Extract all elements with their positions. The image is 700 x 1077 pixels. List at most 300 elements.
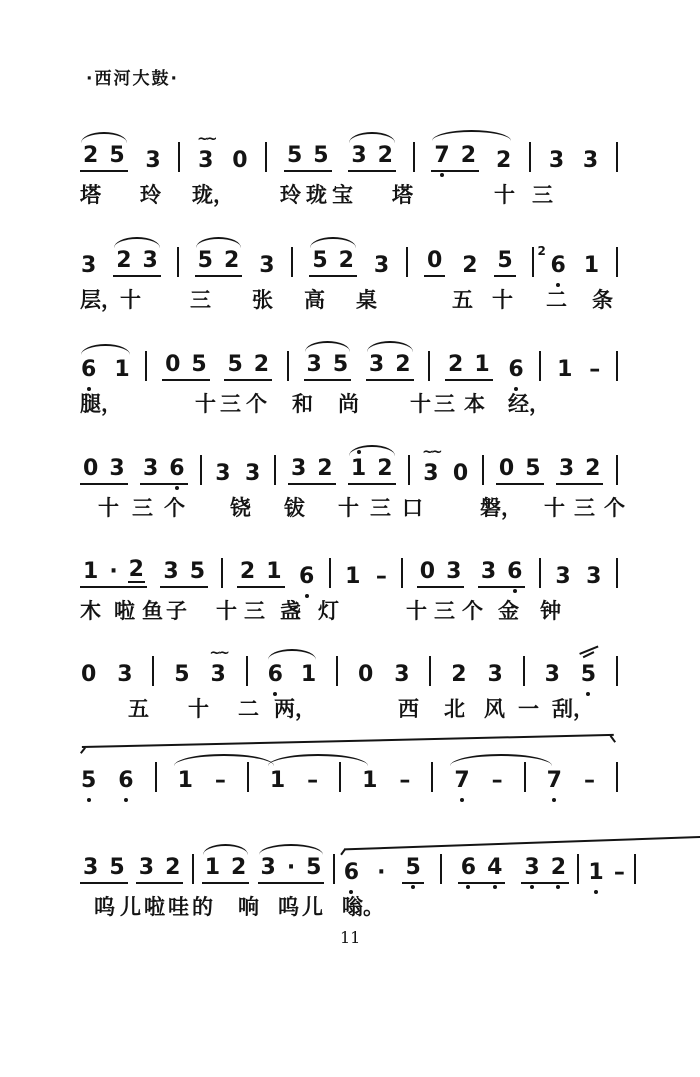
lyric-syllable: 哇 [168, 895, 189, 919]
octave-dot-below-icon [493, 885, 497, 889]
note-digit: 5 [405, 855, 421, 880]
note [506, 561, 523, 583]
lyric-syllable: 一 [518, 697, 539, 721]
beamed-note-group [521, 857, 569, 884]
music-line [80, 437, 625, 528]
note [162, 561, 179, 583]
lyrics-row [80, 179, 618, 215]
note [496, 250, 513, 272]
note [377, 145, 394, 167]
lyric-syllable: 尚 [338, 392, 359, 416]
note-digit: 2 [448, 352, 464, 377]
slur-span-group [343, 854, 569, 884]
notes-row [80, 744, 618, 792]
note-digit: 0 [419, 559, 436, 584]
note-digit: 2 [585, 456, 601, 481]
note [253, 354, 270, 376]
note-digit: 2 [377, 143, 393, 168]
note-digit: 7 [434, 143, 450, 168]
lyric-syllable: 张 [252, 288, 273, 312]
lyric-syllable: 呜 [94, 895, 115, 919]
note-digit: 3 [215, 461, 231, 486]
note [189, 561, 206, 583]
note [230, 857, 247, 879]
note [546, 770, 563, 792]
octave-dot-below-icon [466, 885, 470, 889]
lyric-syllable: 塔 [80, 183, 101, 207]
note [113, 359, 130, 381]
lyric-syllable: 十 [410, 392, 431, 416]
note-digit: 1 [266, 559, 282, 584]
lyric-syllable: 鱼 [142, 599, 163, 623]
rest-note [164, 354, 181, 376]
note [445, 561, 462, 583]
note [80, 770, 97, 792]
note [537, 244, 567, 278]
barline [408, 455, 410, 485]
page-number: 11 [340, 928, 361, 947]
note [239, 561, 256, 583]
lyric-syllable: 三 [532, 183, 553, 207]
barline [616, 247, 618, 277]
rest-note [82, 458, 99, 480]
note [344, 566, 361, 588]
beamed-note-group [348, 145, 396, 172]
lyric-syllable: 口 [402, 496, 423, 520]
lyrics-row [80, 693, 618, 729]
note [460, 857, 477, 879]
dash-extension [306, 770, 319, 792]
note-digit: 6 [507, 559, 523, 584]
beamed-note-group [113, 250, 161, 277]
rest-note [231, 150, 248, 172]
lyric-syllable: 和 [292, 392, 313, 416]
note-digit: 1 [474, 352, 490, 377]
note-digit: 3 [368, 352, 385, 377]
note-digit: 2 [83, 143, 99, 168]
rest-note [357, 664, 374, 686]
note-digit: 3 [259, 253, 275, 278]
note-digit: 3 [290, 456, 307, 481]
barline [616, 142, 618, 172]
lyric-syllable: 三 [434, 392, 455, 416]
dash-extension [375, 566, 388, 588]
note [197, 131, 215, 173]
note-digit: 2 [223, 248, 240, 273]
lyric-syllable: 个 [164, 496, 185, 520]
slur-arc-icon [196, 237, 242, 248]
lyric-syllable: 十 [216, 599, 237, 623]
barline [524, 762, 526, 792]
lyrics-row [80, 492, 625, 528]
lyric-syllable: 十 [494, 183, 515, 207]
note-digit: 3 [306, 352, 322, 377]
note [453, 770, 470, 792]
lyric-syllable: 二 [546, 288, 567, 312]
lyric-syllable: 灯 [318, 599, 339, 623]
note-digit: 5 [81, 768, 97, 793]
octave-dot-below-icon [530, 885, 534, 889]
note-digit: – [214, 768, 226, 793]
note-digit: 5 [580, 662, 597, 687]
note-digit: 3 [83, 855, 99, 880]
note [343, 862, 360, 884]
lyric-syllable: 五 [128, 697, 149, 721]
lyric-syllable: 嗡。 [342, 895, 384, 919]
note [312, 145, 329, 167]
note [585, 566, 602, 588]
barline [287, 351, 289, 381]
note-digit: 5 [525, 456, 541, 481]
beamed-note-group [458, 857, 506, 884]
note-digit: – [583, 768, 595, 793]
grace-note: 2 [537, 244, 546, 258]
note-digit: – [589, 357, 601, 382]
lyric-syllable: 磐， [480, 496, 522, 520]
lyric-syllable: 三 [244, 599, 265, 623]
note-digit: 3 [544, 662, 560, 687]
note [404, 857, 421, 879]
lyric-syllable: 铙 [230, 496, 251, 520]
dash-extension [613, 862, 626, 884]
barline [274, 455, 276, 485]
barline [428, 351, 430, 381]
note-digit: 0 [81, 662, 97, 687]
note [473, 354, 490, 376]
note [361, 770, 378, 792]
slur-arc-icon [268, 754, 368, 766]
note-digit: 1 [362, 768, 378, 793]
note [128, 559, 145, 583]
dash-extension [583, 770, 596, 792]
note [80, 255, 97, 277]
note [267, 664, 284, 686]
beamed-note-group [237, 561, 285, 588]
note [524, 458, 541, 480]
note-digit: 4 [487, 855, 503, 880]
note [164, 857, 181, 879]
slur-arc-icon [114, 237, 160, 248]
slur-arc-icon [268, 649, 317, 660]
note [286, 145, 303, 167]
note-digit: 3 [260, 855, 276, 880]
note [447, 354, 464, 376]
note-digit: – [613, 860, 625, 885]
beamed-note-group [162, 354, 210, 381]
barline [429, 656, 431, 686]
lyric-syllable: 十 [406, 599, 427, 623]
barline [406, 247, 408, 277]
barline [413, 142, 415, 172]
note-digit: 0 [426, 248, 443, 273]
beamed-note-group [80, 559, 147, 588]
beamed-note-group [417, 561, 465, 588]
duration-dot [108, 561, 118, 583]
note-digit: 1 [177, 768, 193, 793]
octave-dot-below-icon [440, 173, 444, 177]
note [269, 770, 286, 792]
lyrics-row [80, 595, 618, 631]
note [258, 255, 275, 277]
dash-extension [398, 770, 411, 792]
note [298, 566, 315, 588]
note [583, 255, 600, 277]
note [244, 463, 261, 485]
dash-extension [491, 770, 504, 792]
lyric-syllable: 三 [370, 496, 391, 520]
lyric-syllable: 儿 [302, 895, 323, 919]
beamed-note-group [195, 250, 243, 277]
beamed-note-group [304, 354, 352, 381]
note-digit: 2 [128, 557, 144, 582]
slur-arc-icon [174, 754, 274, 766]
note [316, 458, 333, 480]
lyric-syllable: 玲 [140, 183, 161, 207]
lyric-syllable: 的 [192, 895, 213, 919]
note [332, 354, 349, 376]
note-digit: 5 [313, 143, 329, 168]
beamed-note-group [136, 857, 184, 884]
slide-ornament-icon [579, 646, 601, 661]
note [116, 664, 133, 686]
lyric-syllable: 玲 [280, 183, 301, 207]
dash-extension [214, 770, 227, 792]
note-digit: 3 [582, 148, 599, 173]
trill-ornament-icon: ~~ [197, 131, 215, 147]
rest-note [426, 250, 443, 272]
rest-note [498, 458, 515, 480]
note-digit: 2 [462, 253, 478, 278]
slur-arc-icon [450, 754, 552, 766]
note [582, 150, 599, 172]
barline [155, 762, 157, 792]
music-line [80, 836, 636, 927]
note-digit: 2 [231, 855, 247, 880]
beamed-note-group [80, 145, 128, 172]
note-digit: 3 [555, 564, 571, 589]
note-digit: 3 [117, 662, 133, 687]
note [461, 255, 478, 277]
lyric-syllable: 十 [120, 288, 141, 312]
note [117, 770, 134, 792]
note-digit: 5 [312, 248, 328, 273]
note-digit: 0 [358, 662, 374, 687]
beamed-note-group [224, 354, 272, 381]
lyric-syllable: 经， [508, 392, 550, 416]
note [190, 354, 207, 376]
note [300, 664, 317, 686]
barline [616, 762, 618, 792]
note [558, 458, 575, 480]
beamed-note-group [80, 458, 128, 485]
lyric-syllable: 宝 [332, 183, 353, 207]
note-digit: 1 [583, 253, 600, 278]
note-digit: 6 [460, 855, 477, 880]
music-line [80, 638, 618, 729]
lyric-syllable: 十 [338, 496, 359, 520]
barline [145, 351, 147, 381]
lyric-syllable: 十 [544, 496, 565, 520]
note [260, 857, 277, 879]
note-digit: 1 [345, 564, 361, 589]
note [584, 458, 601, 480]
note [82, 857, 99, 879]
music-line [80, 744, 618, 835]
note-digit: 3 [198, 148, 214, 173]
note-digit: 6 [81, 357, 97, 382]
note-digit: 6 [508, 357, 524, 382]
beamed-note-group [80, 857, 128, 884]
lyric-syllable: 腿， [80, 392, 122, 416]
lyrics-row [80, 284, 618, 320]
barline [616, 558, 618, 588]
note [376, 458, 393, 480]
note-digit: 5 [306, 855, 322, 880]
note-digit: 3 [446, 559, 462, 584]
note-digit: 3 [142, 248, 158, 273]
note [487, 664, 504, 686]
note [548, 150, 565, 172]
barline [291, 247, 293, 277]
beamed-note-group [284, 145, 332, 172]
beamed-note-group [258, 857, 325, 884]
lyric-syllable: 二 [238, 697, 259, 721]
beamed-note-group [424, 250, 445, 277]
barline [247, 762, 249, 792]
note-digit: 0 [165, 352, 181, 377]
beamed-note-group [556, 458, 604, 485]
note [368, 354, 385, 376]
note-digit: 3 [487, 662, 503, 687]
note-digit: – [491, 768, 503, 793]
note-digit: 0 [83, 456, 99, 481]
note-digit: 0 [452, 461, 469, 486]
lyric-syllable: 啦 [144, 895, 165, 919]
note [373, 255, 390, 277]
note-digit: 3 [138, 855, 155, 880]
note [338, 250, 355, 272]
note [144, 150, 161, 172]
note [80, 359, 97, 381]
beamed-note-group [140, 458, 188, 485]
note [507, 359, 524, 381]
barline [616, 455, 618, 485]
lyric-syllable: 响 [238, 895, 259, 919]
slur-span-group [267, 664, 318, 686]
barline [336, 656, 338, 686]
lyrics-row [80, 799, 618, 835]
duration-dot [376, 862, 386, 884]
lyric-syllable: 子 [166, 599, 187, 623]
note [82, 561, 99, 583]
note [197, 250, 214, 272]
note-digit: 3 [210, 662, 226, 687]
slur-arc-icon [349, 132, 395, 143]
barline [523, 656, 525, 686]
octave-dot-below-icon [411, 885, 415, 889]
note-digit: 2 [317, 456, 333, 481]
lyric-syllable: 个 [462, 599, 483, 623]
note-digit: 1 [83, 559, 99, 584]
note [108, 458, 125, 480]
note-digit: – [399, 768, 411, 793]
note-digit: 6 [343, 860, 360, 885]
trill-ornament-icon: ~~ [422, 444, 440, 460]
barline [616, 351, 618, 381]
slur-span-group [80, 359, 131, 381]
note-digit: 2 [550, 855, 567, 880]
music-line [80, 540, 618, 631]
note [450, 664, 467, 686]
note [142, 458, 159, 480]
note-digit: 1 [300, 662, 317, 687]
note [108, 857, 125, 879]
music-line [80, 229, 618, 320]
note-digit: 6 [118, 768, 134, 793]
octave-dot-below-icon [556, 885, 560, 889]
barline [539, 351, 541, 381]
beamed-note-group [348, 458, 396, 485]
note-digit: 3 [548, 148, 565, 173]
note [550, 857, 567, 879]
lyric-syllable: 儿 [120, 895, 141, 919]
lyric-syllable: 木 [80, 599, 101, 623]
slur-arc-icon [81, 132, 127, 143]
note [204, 857, 221, 879]
duration-dot [286, 857, 296, 879]
beamed-note-group [309, 250, 357, 277]
note-digit: 2 [165, 855, 181, 880]
lyric-syllable: 啦 [114, 599, 135, 623]
beamed-note-group [494, 250, 515, 277]
slur-arc-icon [432, 130, 511, 141]
barline [539, 558, 541, 588]
note-digit: 5 [286, 143, 303, 168]
note-digit: 2 [496, 148, 512, 173]
dash-extension [588, 359, 601, 381]
note-digit: 5 [197, 248, 213, 273]
note-digit: 0 [498, 456, 515, 481]
note [223, 250, 240, 272]
note [168, 458, 185, 480]
note-digit: 1 [557, 357, 573, 382]
note-digit: 2 [460, 143, 477, 168]
lyric-syllable: 北 [444, 697, 465, 721]
note-digit: 3 [558, 456, 575, 481]
note-digit: 3 [163, 559, 179, 584]
note-digit: 7 [546, 768, 562, 793]
beamed-note-group [496, 458, 544, 485]
note-digit: · [377, 860, 386, 885]
lyric-syllable: 两， [274, 697, 316, 721]
slur-arc-icon [310, 237, 356, 248]
note-digit: 5 [109, 143, 125, 168]
note-digit: 2 [451, 662, 467, 687]
note-digit: 3 [373, 253, 390, 278]
note-digit: 1 [269, 768, 286, 793]
slur-arc-icon [259, 844, 324, 855]
lyric-syllable: 本 [464, 392, 485, 416]
note-digit: 5 [332, 352, 349, 377]
barline [178, 142, 180, 172]
note-digit: 6 [298, 564, 315, 589]
note-digit: 3 [524, 855, 540, 880]
note-digit: 6 [550, 253, 566, 278]
note-digit: 5 [189, 559, 206, 584]
note-digit: 3 [423, 461, 439, 486]
note [108, 145, 125, 167]
note-digit: 2 [377, 456, 393, 481]
